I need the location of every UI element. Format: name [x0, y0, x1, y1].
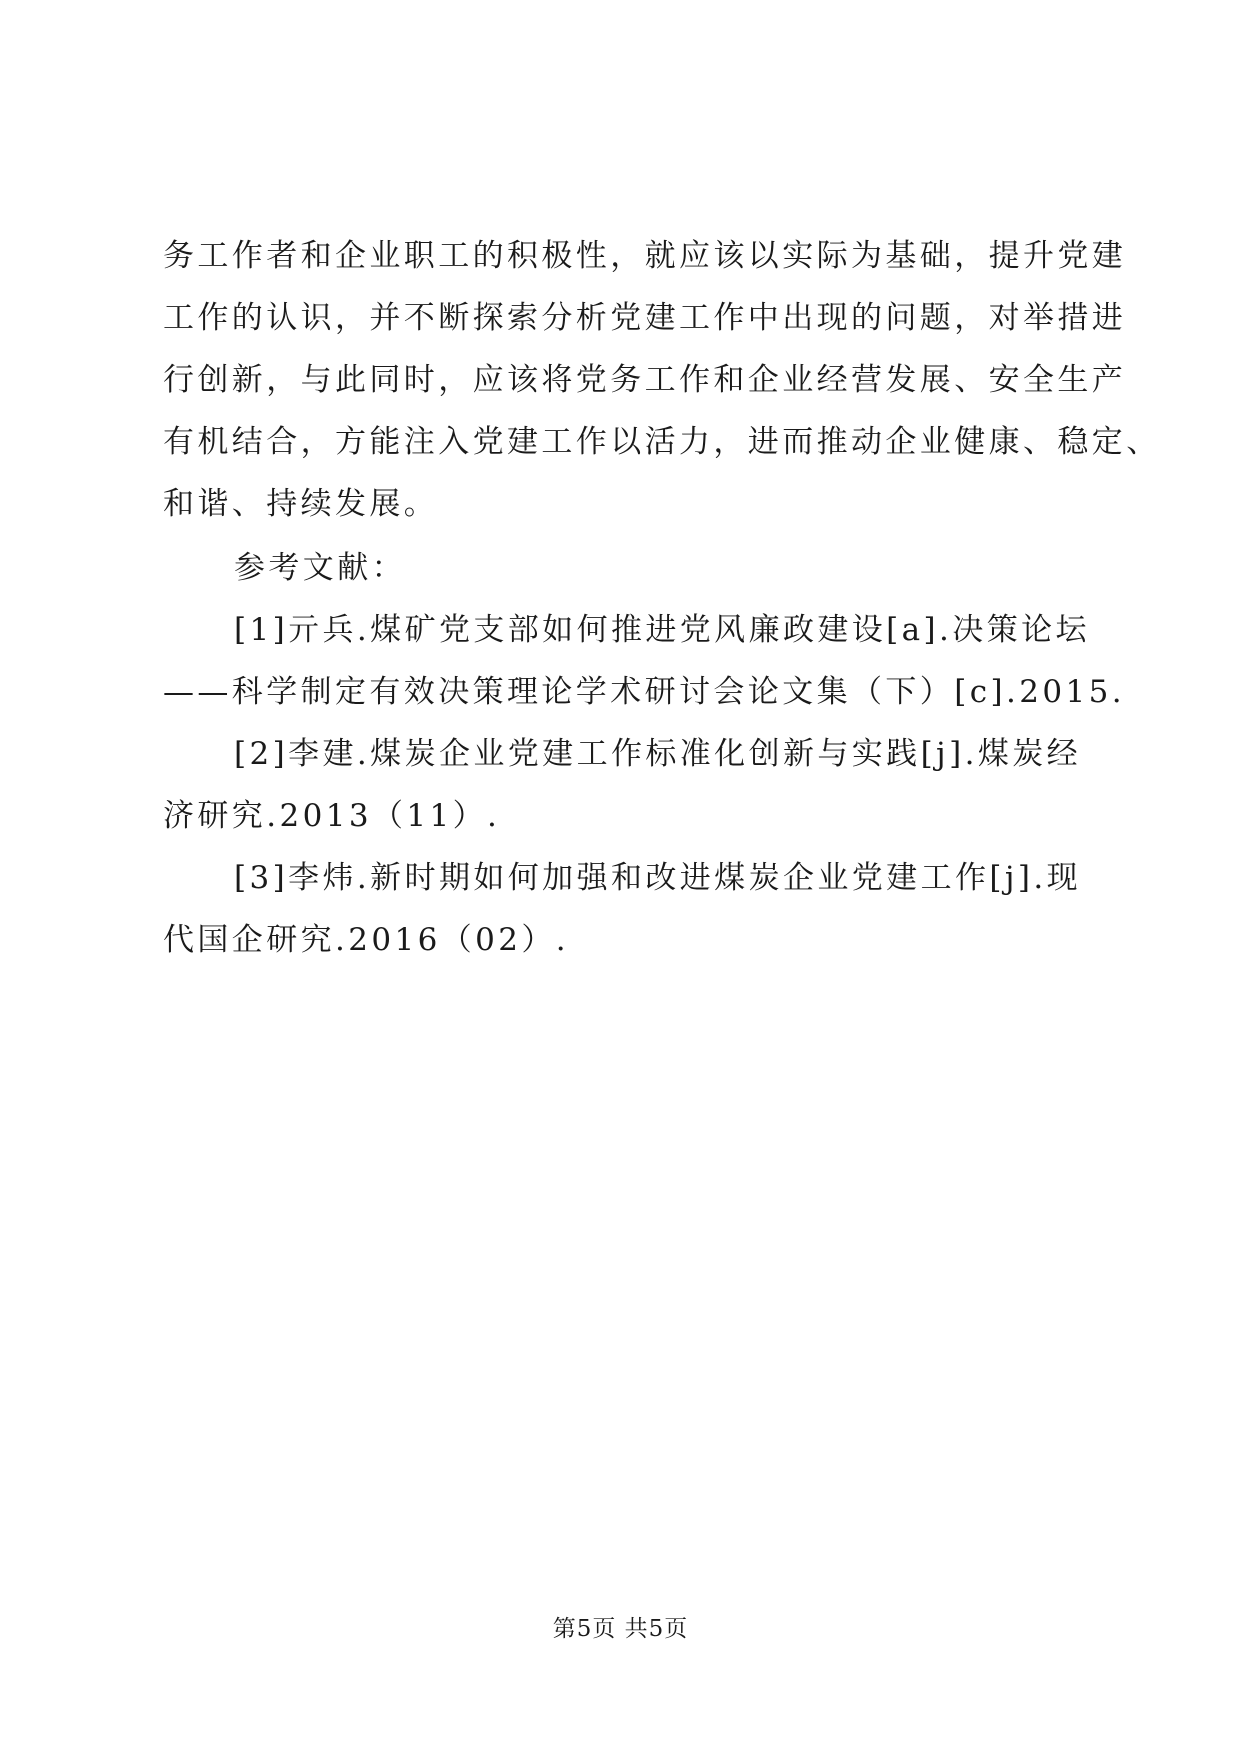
reference-item-3	[163, 847, 1083, 971]
reference-line: 济研究.2013（11）.	[163, 798, 501, 834]
paragraph-line: 和谐、持续发展。	[163, 486, 439, 522]
paragraph-line: 工作的认识，并不断探索分析党建工作中出现的问题，对举措进	[163, 300, 1127, 336]
paragraph-line: 务工作者和企业职工的积极性，就应该以实际为基础，提升党建	[163, 238, 1127, 274]
reference-item-1	[163, 599, 1125, 723]
page-number-footer: 第5页 共5页	[552, 1616, 689, 1642]
reference-line: ——科学制定有效决策理论学术研讨会论文集（下）[c].2015.	[163, 674, 1125, 710]
document-body	[163, 225, 1161, 971]
reference-line: [1]亓兵.煤矿党支部如何推进党风廉政建设[a].决策论坛	[234, 612, 1090, 648]
paragraph-line: 有机结合，方能注入党建工作以活力，进而推动企业健康、稳定、	[163, 424, 1161, 460]
paragraph-line: 行创新，与此同时，应该将党务工作和企业经营发展、安全生产	[163, 362, 1127, 398]
reference-item-2	[163, 723, 1083, 847]
reference-line: [2]李建.煤炭企业党建工作标准化创新与实践[j].煤炭经	[234, 736, 1082, 772]
reference-line: 代国企研究.2016（02）.	[163, 922, 570, 958]
reference-line: [3]李炜.新时期如何加强和改进煤炭企业党建工作[j].现	[234, 860, 1082, 896]
references-heading: 参考文献：	[234, 550, 406, 586]
